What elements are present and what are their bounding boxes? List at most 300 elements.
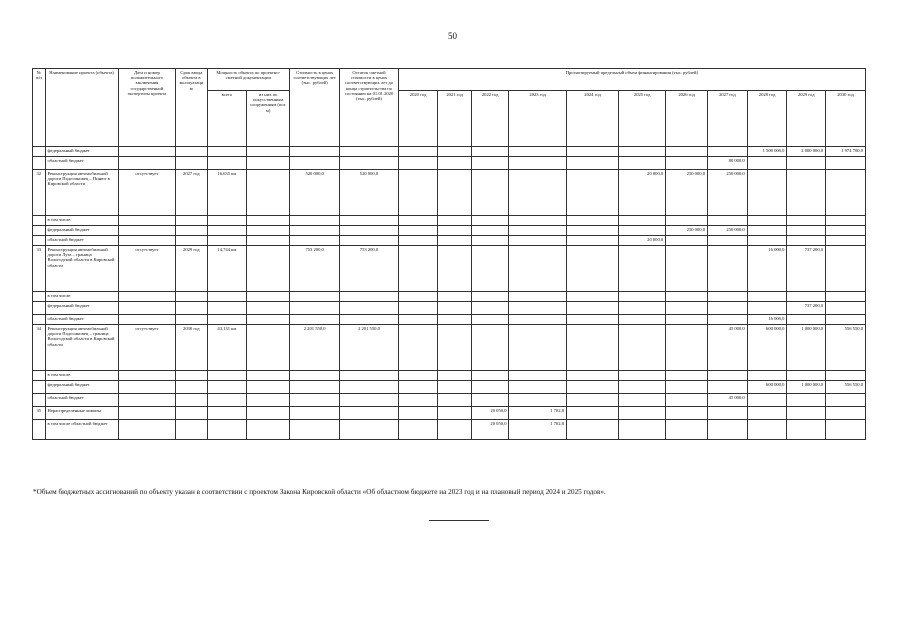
budget-row	[33, 292, 866, 302]
commissioning-term	[176, 407, 207, 420]
remainder-value: 753 200,0	[340, 246, 399, 292]
year-value: 1 702,8	[509, 407, 566, 420]
year-value	[787, 371, 826, 381]
year-value	[619, 381, 666, 394]
year-value	[398, 246, 438, 292]
empty-cell	[290, 371, 340, 381]
year-value	[787, 394, 826, 407]
empty-cell	[207, 157, 247, 170]
header-cost: Стоимость в ценах соответствующих лет (тыс. рублей)	[290, 69, 340, 147]
empty-cell	[247, 371, 290, 381]
year-value	[787, 226, 826, 236]
project-name: Реконструкция автомобильной дороги Подосиновец – граница Вологодской области в Кировской области	[45, 325, 118, 371]
empty-cell	[33, 371, 46, 381]
year-value	[398, 381, 438, 394]
capacity-structures	[247, 246, 290, 292]
year-value	[708, 216, 748, 226]
year-value	[398, 292, 438, 302]
budget-label: федеральный бюджет	[45, 147, 118, 157]
year-value	[398, 147, 438, 157]
budget-row	[33, 302, 866, 315]
year-value	[438, 157, 471, 170]
year-value: 1 702,8	[509, 420, 566, 440]
year-value	[826, 371, 866, 381]
year-value	[747, 236, 787, 246]
budget-row	[33, 147, 866, 157]
empty-cell	[340, 157, 399, 170]
empty-cell	[118, 315, 175, 325]
header-year: 2025 год	[619, 91, 666, 147]
empty-cell	[290, 236, 340, 246]
year-value	[708, 246, 748, 292]
budget-label: в том числе:	[45, 292, 118, 302]
year-value	[666, 394, 708, 407]
year-value	[471, 170, 509, 216]
budget-row	[33, 157, 866, 170]
year-value	[566, 216, 618, 226]
empty-cell	[247, 216, 290, 226]
budget-label: областной бюджет	[45, 315, 118, 325]
project-number: 32	[33, 170, 46, 216]
capacity-structures	[247, 325, 290, 371]
header-year: 2021 год	[438, 91, 471, 147]
year-value	[619, 302, 666, 315]
year-value: 250 000,0	[708, 170, 748, 216]
year-value	[619, 157, 666, 170]
year-value	[826, 315, 866, 325]
project-row	[33, 246, 866, 292]
year-value	[566, 170, 618, 216]
year-value	[471, 236, 509, 246]
empty-cell	[290, 302, 340, 315]
year-value: 20 050,0	[471, 407, 509, 420]
header-year: 2028 год	[747, 91, 787, 147]
year-value	[666, 420, 708, 440]
empty-cell	[176, 226, 207, 236]
empty-cell	[207, 420, 247, 440]
expertise-date: отсутствует	[118, 325, 175, 371]
year-value: 45 000,0	[708, 325, 748, 371]
empty-cell	[207, 381, 247, 394]
year-value	[398, 236, 438, 246]
year-value	[666, 371, 708, 381]
empty-cell	[176, 371, 207, 381]
empty-cell	[207, 226, 247, 236]
header-name: Наименование проекта (объекта)	[45, 69, 118, 147]
year-value	[787, 216, 826, 226]
year-value	[619, 147, 666, 157]
year-value	[826, 226, 866, 236]
empty-cell	[33, 420, 46, 440]
year-value	[566, 226, 618, 236]
year-value	[619, 407, 666, 420]
year-value	[826, 420, 866, 440]
year-value	[708, 315, 748, 325]
empty-cell	[247, 394, 290, 407]
budget-label: федеральный бюджет	[45, 381, 118, 394]
year-value	[438, 236, 471, 246]
year-value	[747, 394, 787, 407]
empty-cell	[207, 315, 247, 325]
year-value	[708, 407, 748, 420]
cost-value	[290, 407, 340, 420]
empty-cell	[207, 147, 247, 157]
footnote: *Объем бюджетных ассигнований по объекту указан в соответствии с проектом Закона Кировской области «Об областном бюджете на 2023 год и на плановый период 2024 и 2025 годов».	[33, 488, 606, 496]
remainder-value	[340, 407, 399, 420]
empty-cell	[33, 381, 46, 394]
budget-label: в том числе:	[45, 216, 118, 226]
year-value	[787, 157, 826, 170]
header-capacity-total: всего	[207, 91, 247, 147]
year-value: 600 000,0	[747, 325, 787, 371]
year-value	[666, 246, 708, 292]
empty-cell	[207, 394, 247, 407]
header-year: 2027 год	[708, 91, 748, 147]
commissioning-term: 2029 год	[176, 246, 207, 292]
empty-cell	[118, 371, 175, 381]
header-capacity-incl: из них по искусственным сооружениям (пог. м)	[247, 91, 290, 147]
year-value	[566, 325, 618, 371]
year-value	[438, 302, 471, 315]
budget-label: областной бюджет	[45, 157, 118, 170]
empty-cell	[290, 157, 340, 170]
empty-cell	[247, 381, 290, 394]
budget-row	[33, 420, 866, 440]
empty-cell	[340, 236, 399, 246]
empty-cell	[176, 302, 207, 315]
header-year: 2030 год	[826, 91, 866, 147]
year-value	[747, 292, 787, 302]
year-value	[747, 302, 787, 315]
year-value	[471, 292, 509, 302]
year-value: 556 550,0	[826, 381, 866, 394]
year-value	[438, 246, 471, 292]
empty-cell	[176, 381, 207, 394]
year-value: 250 000,0	[666, 170, 708, 216]
year-value	[666, 315, 708, 325]
empty-cell	[33, 394, 46, 407]
empty-cell	[118, 147, 175, 157]
year-value	[438, 325, 471, 371]
year-value	[398, 325, 438, 371]
year-value	[826, 170, 866, 216]
year-value: 1 000 000,0	[787, 325, 826, 371]
year-value: 20 000,0	[619, 236, 666, 246]
year-value	[747, 371, 787, 381]
empty-cell	[33, 157, 46, 170]
empty-cell	[247, 315, 290, 325]
project-name: Реконструкция автомобильной дороги Луза – граница Вологодской области в Кировской области	[45, 246, 118, 292]
year-value	[566, 394, 618, 407]
year-value: 1 974 700,0	[826, 147, 866, 157]
budget-label: областной бюджет	[45, 236, 118, 246]
year-value: 45 000,0	[708, 394, 748, 407]
budget-row	[33, 381, 866, 394]
project-row	[33, 170, 866, 216]
year-value	[826, 236, 866, 246]
empty-cell	[290, 315, 340, 325]
empty-cell	[247, 302, 290, 315]
capacity-structures	[247, 170, 290, 216]
year-value	[619, 292, 666, 302]
empty-cell	[118, 394, 175, 407]
year-value	[619, 325, 666, 371]
empty-cell	[290, 394, 340, 407]
year-value	[566, 147, 618, 157]
budget-row	[33, 371, 866, 381]
year-value	[398, 157, 438, 170]
year-value	[708, 371, 748, 381]
year-value	[666, 216, 708, 226]
header-num: № п/п	[33, 69, 46, 147]
budget-label: областной бюджет	[45, 394, 118, 407]
header-year: 2020 год	[398, 91, 438, 147]
year-value: 2 000 000,0	[787, 147, 826, 157]
empty-cell	[290, 147, 340, 157]
year-value	[438, 147, 471, 157]
empty-cell	[176, 292, 207, 302]
year-value	[471, 157, 509, 170]
capacity-total: 14,744 км	[207, 246, 247, 292]
header-year: 2024 год	[566, 91, 618, 147]
empty-cell	[247, 292, 290, 302]
year-value	[471, 216, 509, 226]
empty-cell	[290, 292, 340, 302]
year-value	[509, 226, 566, 236]
year-value	[509, 381, 566, 394]
year-value: 1 000 000,0	[787, 381, 826, 394]
empty-cell	[340, 302, 399, 315]
empty-cell	[340, 216, 399, 226]
empty-cell	[118, 420, 175, 440]
capacity-structures	[247, 407, 290, 420]
year-value	[747, 407, 787, 420]
empty-cell	[207, 292, 247, 302]
year-value	[509, 157, 566, 170]
empty-cell	[290, 226, 340, 236]
year-value	[666, 325, 708, 371]
header-term: Срок ввода объекта в эксплуатацию	[176, 69, 207, 147]
remainder-value: 520 000,0	[340, 170, 399, 216]
header-remainder: Остаток сметной стоимости в ценах соответствующих лет до конца строительства по состоянию на 01.01.2020 (тыс. рублей)	[340, 69, 399, 147]
year-value	[619, 371, 666, 381]
year-value	[619, 246, 666, 292]
year-value	[666, 381, 708, 394]
empty-cell	[340, 147, 399, 157]
budget-row	[33, 315, 866, 325]
empty-cell	[207, 302, 247, 315]
year-value	[747, 157, 787, 170]
year-value	[438, 292, 471, 302]
year-value	[471, 325, 509, 371]
year-value: 556 550,0	[826, 325, 866, 371]
year-value	[566, 420, 618, 440]
header-year: 2023 год	[509, 91, 566, 147]
year-value	[708, 236, 748, 246]
year-value	[826, 216, 866, 226]
year-value: 1 500 000,0	[747, 147, 787, 157]
year-value	[566, 157, 618, 170]
empty-cell	[340, 420, 399, 440]
commissioning-term: 2027 год	[176, 170, 207, 216]
project-row	[33, 325, 866, 371]
empty-cell	[176, 236, 207, 246]
year-value	[438, 216, 471, 226]
year-value	[438, 315, 471, 325]
year-value	[708, 381, 748, 394]
year-value	[438, 170, 471, 216]
year-value	[398, 420, 438, 440]
empty-cell	[340, 371, 399, 381]
year-value	[666, 292, 708, 302]
remainder-value: 2 201 550,0	[340, 325, 399, 371]
year-value	[509, 325, 566, 371]
year-value	[747, 226, 787, 236]
year-value	[747, 420, 787, 440]
expertise-date: отсутствует	[118, 170, 175, 216]
year-value: 16 000,0	[747, 246, 787, 292]
year-value: 250 000,0	[666, 226, 708, 236]
year-value	[438, 420, 471, 440]
year-value	[398, 226, 438, 236]
year-value: 20 000,0	[619, 170, 666, 216]
year-value	[509, 147, 566, 157]
year-value	[566, 381, 618, 394]
empty-cell	[207, 216, 247, 226]
year-value	[398, 394, 438, 407]
empty-cell	[33, 315, 46, 325]
year-value	[566, 302, 618, 315]
year-value	[471, 246, 509, 292]
empty-cell	[176, 420, 207, 440]
year-value	[826, 157, 866, 170]
empty-cell	[118, 236, 175, 246]
year-value	[787, 407, 826, 420]
empty-cell	[33, 216, 46, 226]
empty-cell	[340, 315, 399, 325]
year-value	[708, 420, 748, 440]
expertise-date	[118, 407, 175, 420]
year-value	[787, 292, 826, 302]
empty-cell	[290, 216, 340, 226]
year-value	[826, 246, 866, 292]
financing-table	[32, 68, 866, 440]
year-value	[438, 371, 471, 381]
year-value	[619, 420, 666, 440]
commissioning-term: 2030 год	[176, 325, 207, 371]
header-forecast: Прогнозируемый предельный объем финансирования (тыс. рублей)	[398, 69, 865, 91]
empty-cell	[290, 381, 340, 394]
year-value	[826, 394, 866, 407]
empty-cell	[247, 157, 290, 170]
year-value: 20 050,0	[471, 420, 509, 440]
year-value	[787, 315, 826, 325]
expertise-date: отсутствует	[118, 246, 175, 292]
cost-value: 2 201 550,0	[290, 325, 340, 371]
project-number: 35	[33, 407, 46, 420]
empty-cell	[247, 226, 290, 236]
year-value	[619, 394, 666, 407]
year-value	[666, 236, 708, 246]
budget-label: в том числе:	[45, 371, 118, 381]
project-number: 33	[33, 246, 46, 292]
year-value: 737 200,0	[787, 246, 826, 292]
year-value	[566, 236, 618, 246]
year-value	[438, 226, 471, 236]
year-value	[708, 302, 748, 315]
year-value	[787, 420, 826, 440]
year-value	[747, 170, 787, 216]
header-year: 2026 год	[666, 91, 708, 147]
empty-cell	[176, 216, 207, 226]
year-value	[566, 407, 618, 420]
empty-cell	[118, 381, 175, 394]
empty-cell	[118, 226, 175, 236]
empty-cell	[340, 226, 399, 236]
empty-cell	[33, 147, 46, 157]
year-value	[398, 407, 438, 420]
empty-cell	[33, 226, 46, 236]
year-value	[509, 292, 566, 302]
year-value	[509, 302, 566, 315]
year-value	[747, 216, 787, 226]
empty-cell	[118, 157, 175, 170]
year-value	[398, 315, 438, 325]
year-value	[471, 315, 509, 325]
year-value	[708, 147, 748, 157]
empty-cell	[340, 394, 399, 407]
header-year: 2029 год	[787, 91, 826, 147]
empty-cell	[176, 394, 207, 407]
cost-value: 520 000,0	[290, 170, 340, 216]
year-value	[471, 147, 509, 157]
budget-label: федеральный бюджет	[45, 302, 118, 315]
empty-cell	[176, 147, 207, 157]
year-value	[787, 170, 826, 216]
year-value: 600 000,0	[747, 381, 787, 394]
empty-cell	[247, 147, 290, 157]
empty-cell	[207, 371, 247, 381]
empty-cell	[207, 236, 247, 246]
project-name: Нераспределенные лимиты	[45, 407, 118, 420]
project-name: Реконструкция автомобильной дороги Подосиновец – Пинюг в Кировской области	[45, 170, 118, 216]
closing-rule	[429, 520, 489, 521]
year-value	[509, 315, 566, 325]
year-value: 250 000,0	[708, 226, 748, 236]
year-value	[619, 216, 666, 226]
year-value	[509, 371, 566, 381]
budget-label: в том числе областной бюджет	[45, 420, 118, 440]
year-value	[566, 246, 618, 292]
year-value	[566, 315, 618, 325]
year-value	[438, 381, 471, 394]
year-value	[471, 381, 509, 394]
budget-row	[33, 236, 866, 246]
empty-cell	[118, 216, 175, 226]
year-value	[566, 292, 618, 302]
year-value	[471, 394, 509, 407]
empty-cell	[340, 381, 399, 394]
capacity-total: 16,635 км	[207, 170, 247, 216]
budget-label: федеральный бюджет	[45, 226, 118, 236]
year-value	[398, 170, 438, 216]
year-value	[509, 216, 566, 226]
budget-row	[33, 394, 866, 407]
year-value	[471, 371, 509, 381]
empty-cell	[247, 420, 290, 440]
year-value	[708, 292, 748, 302]
empty-cell	[33, 302, 46, 315]
